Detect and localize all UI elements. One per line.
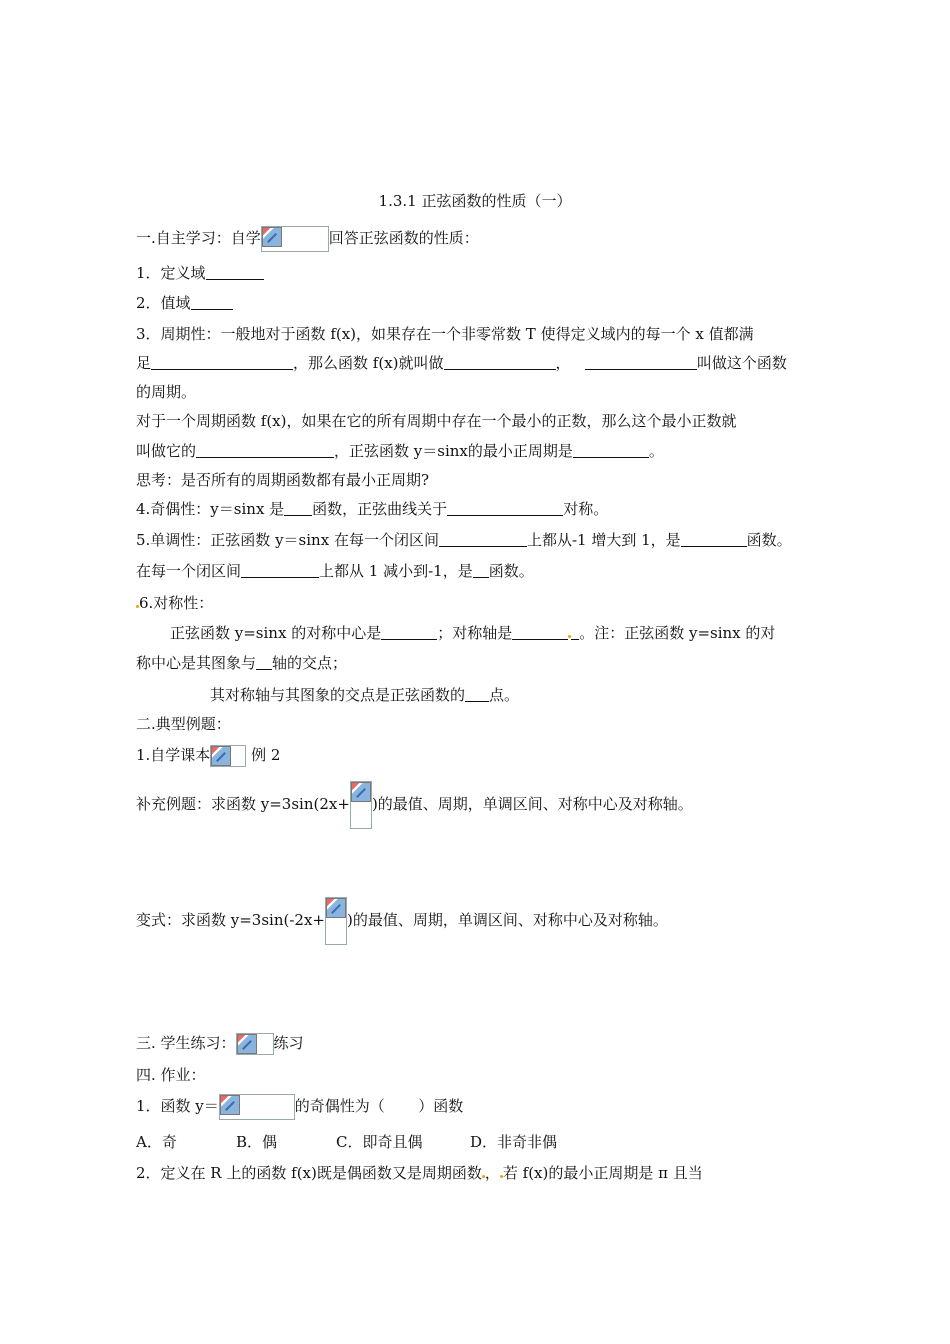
blank	[439, 530, 527, 547]
option-c: C．即奇且偶	[336, 1133, 423, 1151]
section-homework: 四. 作业：	[136, 1066, 206, 1084]
blank	[465, 685, 489, 702]
blank	[573, 441, 649, 458]
broken-image-icon	[210, 745, 246, 767]
min-period-line-1: 对于一个周期函数 f(x)，如果在它的所有周期中存在一个最小的正数，那么这个最小正数就	[136, 412, 737, 430]
symmetry-line-2: 称中心是其图象与 轴的交点；	[136, 654, 348, 672]
parity-item: 4.奇偶性：y＝sinx 是 函数，正弦曲线关于 对称。	[136, 500, 609, 518]
periodicity-line-2: 足 ，那么函数 f(x)就叫做 ， 叫做这个函数	[136, 354, 787, 372]
section-examples: 二.典型例题：	[136, 715, 231, 733]
blank	[206, 263, 264, 280]
blank	[256, 653, 272, 670]
blank	[447, 499, 563, 516]
option-d: D．非奇非偶	[470, 1133, 558, 1151]
blank	[473, 561, 489, 578]
homework-1-options	[136, 1131, 557, 1153]
monotonicity-line-2: 在每一个闭区间 上都从 1 减小到-1，是 函数。	[136, 562, 534, 580]
blank	[196, 441, 334, 458]
periodicity-line-1: 3．周期性：一般地对于函数 f(x)，如果存在一个非零常数 T 使得定义域内的每一个 x 值都满	[136, 325, 754, 343]
blank	[681, 530, 747, 547]
blank	[444, 353, 556, 370]
option-a: A．奇	[136, 1133, 177, 1151]
homework-2: 2．定义在 R 上的函数 f(x)既是偶函数又是周期函数 ， 若 f(x)的最小正周期是 π 且当	[136, 1164, 703, 1182]
blank	[241, 561, 319, 578]
symmetry-line-1: 正弦函数 y=sinx 的对称中心是 ；对称轴是 。注：正弦函数 y=sinx 的对	[170, 624, 776, 642]
broken-image-icon	[219, 1094, 295, 1120]
option-b: B．偶	[236, 1133, 278, 1151]
blank	[381, 623, 437, 640]
blank	[191, 293, 233, 310]
example-1: 1.自学课本 例 2	[136, 744, 280, 767]
blank	[284, 499, 312, 516]
homework-1: 1．函数 y＝ 的奇偶性为（ ）函数	[136, 1094, 463, 1120]
think-question: 思考：是否所有的周期函数都有最小正周期?	[136, 471, 430, 489]
range-item: 2．值域	[136, 292, 233, 314]
symmetry-heading: 6.对称性：	[136, 592, 213, 614]
section-practice: 三. 学生练习： 练习	[136, 1032, 304, 1055]
monotonicity-line-1: 5.单调性：正弦函数 y＝sinx 在每一个闭区间 上都从-1 增大到 1，是 函数。	[136, 531, 792, 549]
example-variant: 变式：求函数 y=3sin(-2x+ )的最值、周期，单调区间、对称中心及对称轴。	[136, 896, 668, 945]
page-title: 1.3.1 正弦函数的性质（一）	[378, 192, 572, 210]
blank	[151, 353, 293, 370]
symmetry-line-3: 其对称轴与其图象的交点是正弦函数的 点。	[210, 686, 520, 704]
broken-image-icon	[236, 1033, 274, 1055]
min-period-line-2: 叫做它的 ，正弦函数 y＝sinx的最小正周期是 。	[136, 442, 664, 460]
broken-image-icon	[350, 781, 372, 829]
periodicity-line-3: 的周期。	[136, 383, 197, 401]
blank	[512, 623, 568, 640]
blank	[585, 353, 697, 370]
broken-image-icon	[325, 897, 347, 945]
section-self-study: 一.自主学习：自学 回答正弦函数的性质：	[136, 226, 479, 252]
domain-item: 1．定义域	[136, 262, 264, 284]
broken-image-icon	[261, 226, 329, 252]
example-supplement: 补充例题：求函数 y=3sin(2x+ )的最值、周期，单调区间、对称中心及对称轴。	[136, 780, 693, 829]
